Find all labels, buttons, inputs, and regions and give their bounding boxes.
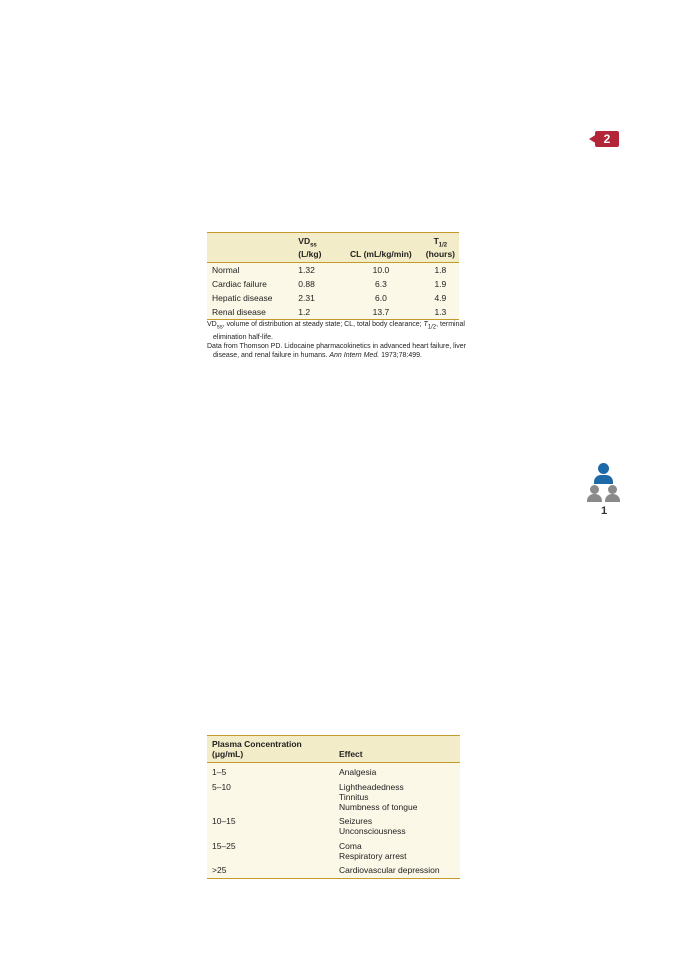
effect-cell [334,763,460,781]
abbr-vd: VD [207,321,217,328]
range-cell: >25 [207,864,334,879]
effect-cell [334,839,460,864]
table-row [207,291,459,305]
t-header-unit: (hours) [425,248,456,259]
table-row [207,864,460,879]
vd-cell: 1.2 [293,305,340,320]
plasma-concentration-table [207,735,460,879]
t-half-cell: 4.9 [434,292,447,303]
condition-header [207,233,293,263]
concentration-header-line2: (μg/mL) [212,749,244,759]
cl-cell: 6.3 [374,278,387,289]
vd-header-sub: ss [310,242,317,249]
condition-cell: Renal disease [207,305,293,320]
effect-item: Respiratory arrest [339,850,407,861]
effect-item: Tinnitus [339,791,369,802]
abbr-text: , volume of distribution at steady state; CL, total body clearance; [222,321,424,328]
bottom-right-person-body [605,494,620,502]
effect-item: Numbness of tongue [339,801,418,812]
vd-cell: 0.88 [298,278,315,289]
bottom-left-person-head [590,485,599,494]
bottom-right-person-head [608,485,617,494]
effect-header: Effect [334,736,460,763]
table-row [207,262,459,277]
video-badge[interactable] [589,131,619,147]
effect-cell [334,780,460,815]
t-header-sub: 1/2 [438,242,448,249]
table-row [207,277,459,291]
effect-item: Cardiovascular depression [339,865,440,875]
table-header-row [207,736,460,763]
range-cell: 5–10 [212,781,231,792]
concentration-header-line1: Plasma Concentration [212,739,302,749]
table-row [207,780,460,815]
range-cell: 10–15 [212,816,236,826]
video-number: 2 [595,131,619,147]
top-person-head [598,463,609,474]
cl-cell: 6.0 [374,292,387,303]
vd-header-unit: (L/kg) [298,248,322,259]
table-row [207,839,460,864]
abbr-text-end: , terminal elimination half-life. [213,321,465,341]
effect-cell [334,864,460,879]
t-half-header [421,233,459,263]
source-text: Data from Thomson PD. Lidocaine pharmacokinetics in advanced heart failure, liver disease, and renal failure in humans. [207,342,466,359]
vd-cell: 1.32 [298,264,315,275]
cl-cell: 13.7 [340,305,421,320]
pharmacokinetics-table [207,232,459,320]
effect-item: Lightheadedness [339,781,404,792]
condition-cell: Cardiac failure [212,278,267,289]
t-header-main: T [433,236,439,246]
effect-item: Seizures [339,816,373,826]
effect-cell [334,815,460,840]
cl-header: CL (mL/kg/min) [340,233,421,263]
concentration-header [207,736,334,763]
cl-cell: 10.0 [372,264,390,275]
source-citation: 1973;78:499. [379,352,422,359]
abbreviations-note [207,320,469,342]
source-note [207,342,469,360]
range-cell: 1–5 [212,767,227,777]
t-half-cell: 1.9 [434,278,447,289]
t-half-cell: 1.8 [434,264,447,275]
condition-cell: Hepatic disease [212,292,273,303]
table-row [207,305,459,320]
source-journal: Ann Intern Med. [329,352,380,359]
effect-item: Unconsciousness [339,826,406,836]
table-row [207,763,460,781]
vd-header-main: VD [298,236,311,246]
table-header-row [207,233,459,263]
abbr-t-sub: 1/2 [427,324,437,331]
table-footnote [207,320,469,360]
people-number: 1 [600,505,608,517]
top-person-body [594,475,613,484]
table-row [207,815,460,840]
abbr-vd-sub: ss [216,324,223,331]
condition-cell: Normal [212,264,240,275]
vd-header [293,233,340,263]
bottom-left-person-body [587,494,602,502]
people-icon[interactable] [587,463,621,519]
t-half-cell: 1.3 [421,305,459,320]
effect-item: Analgesia [339,767,377,777]
range-cell: 15–25 [212,840,236,851]
abbr-t: T [423,321,428,328]
effect-item: Coma [339,840,362,851]
vd-cell: 2.31 [298,292,315,303]
